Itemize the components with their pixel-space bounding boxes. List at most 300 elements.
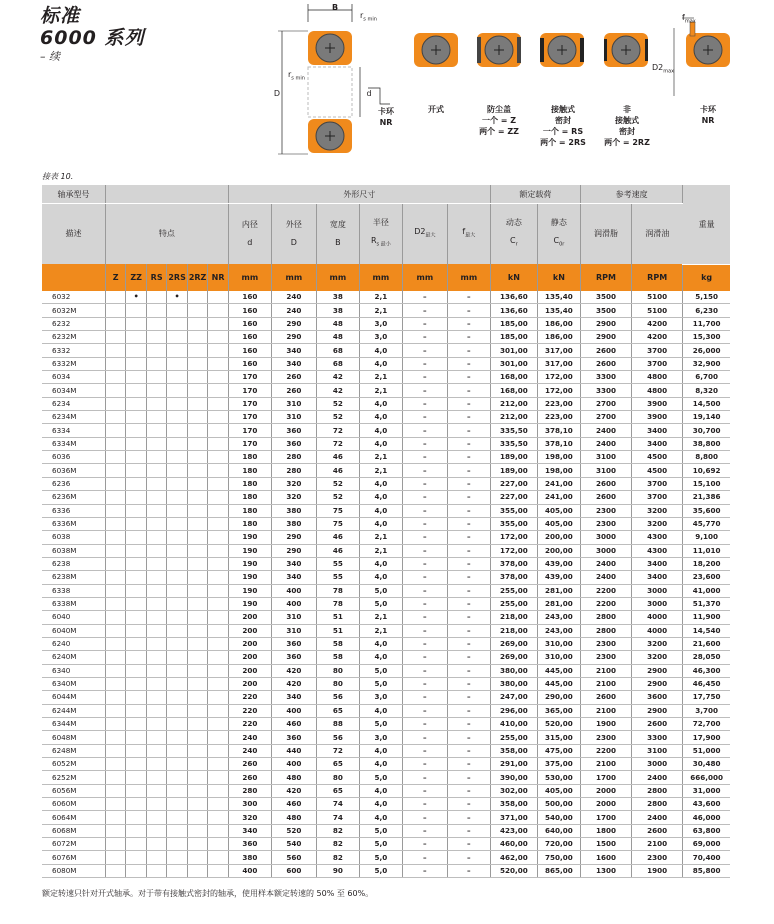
cell-value: 3200 [632,504,683,517]
cell-feature [167,824,187,837]
cell-value: 6,230 [683,304,730,317]
label-r2-sub: s min [291,75,305,82]
cell-feature [187,491,207,504]
variant-label-nr: 卡环 NR [700,105,716,125]
label-r-min-main: r [360,11,364,20]
cell-value: 3900 [632,397,683,410]
cell-value: 360 [271,731,316,744]
cell-value: – [402,451,447,464]
label-r-min-sub: s min [363,16,377,23]
cell-feature [208,397,229,410]
cell-value: 310 [271,411,316,424]
cell-value: – [402,691,447,704]
cell-value: – [447,731,490,744]
variant-label-contact: 接触式 密封 一个 = RS 两个 = 2RS [540,105,586,147]
cell-feature [146,357,166,370]
cell-feature [167,411,187,424]
label-f-main: f [682,13,685,22]
cell-value: – [447,504,490,517]
cell-value: 2,1 [359,611,402,624]
cell-part-no: 6248M [42,744,105,757]
cell-value: 4000 [632,611,683,624]
cell-feature [208,731,229,744]
table-row [42,397,730,410]
label-B: B [331,3,339,12]
cell-value: 440 [271,744,316,757]
cell-value: – [402,704,447,717]
cell-part-no: 6036M [42,464,105,477]
cell-value: – [447,291,490,304]
cell-feature [126,491,146,504]
cell-value: 11,900 [683,611,730,624]
cell-value: 2300 [580,637,631,650]
cell-feature [187,517,207,530]
cell-value: 52 [316,477,359,490]
cell-value: 405,00 [537,504,580,517]
unit-d: mm [228,264,271,291]
unit-f: mm [447,264,490,291]
header-row-2 [42,204,730,265]
cell-value: – [402,838,447,851]
cell-value: 189,00 [490,464,537,477]
cell-value: 2600 [632,718,683,731]
cell-value: 4,0 [359,758,402,771]
cell-value: 4,0 [359,424,402,437]
cell-value: 52 [316,491,359,504]
cell-value: 240 [271,291,316,304]
table-row [42,424,730,437]
table-row [42,784,730,797]
cell-feature [208,571,229,584]
table-row [42,824,730,837]
cell-value: – [402,477,447,490]
cell-value: 3300 [580,384,631,397]
table-row [42,597,730,610]
cell-feature [146,798,166,811]
cell-value: 340 [271,571,316,584]
cell-feature [105,798,125,811]
cell-value: 223,00 [537,411,580,424]
cell-feature [167,838,187,851]
cell-part-no: 6232 [42,317,105,330]
cell-value: – [402,331,447,344]
label-nr-main: 卡环 NR [378,107,394,127]
cell-feature [187,571,207,584]
cell-feature [187,411,207,424]
cell-value: 290 [271,317,316,330]
cell-value: 72 [316,744,359,757]
cell-value: 198,00 [537,464,580,477]
cell-value: 255,00 [490,597,537,610]
cell-value: 160 [228,291,271,304]
cell-value: 4,0 [359,798,402,811]
cell-value: 380 [271,517,316,530]
cell-feature [187,437,207,450]
header-sta-name: 静态 [550,218,567,228]
cell-value: 281,00 [537,584,580,597]
table-row [42,291,730,304]
cell-value: 2800 [632,784,683,797]
cell-feature [105,291,125,304]
cell-feature [105,331,125,344]
cell-value: 400 [271,758,316,771]
cell-feature [126,597,146,610]
table-row [42,491,730,504]
cell-feature [167,651,187,664]
cell-feature [126,651,146,664]
table-row [42,557,730,570]
cell-value: 439,00 [537,557,580,570]
cell-value: 58 [316,637,359,650]
cell-part-no: 6076M [42,851,105,864]
cell-value: 2,1 [359,384,402,397]
cell-feature [105,384,125,397]
cell-part-no: 6344M [42,718,105,731]
table-row [42,691,730,704]
table-row [42,798,730,811]
cell-value: 160 [228,331,271,344]
cell-value: – [402,411,447,424]
cell-value: 41,000 [683,584,730,597]
cell-value: 200 [228,637,271,650]
cell-feature [167,704,187,717]
header-B [316,204,359,265]
cell-value: 56 [316,731,359,744]
cell-value: 198,00 [537,451,580,464]
cell-value: 5100 [632,291,683,304]
cell-value: 260 [271,384,316,397]
cell-value: 2700 [580,411,631,424]
cell-part-no: 6336M [42,517,105,530]
cell-value: 3000 [580,544,631,557]
cell-value: 38 [316,304,359,317]
cell-value: 520,00 [490,864,537,877]
cell-value: 172,00 [537,371,580,384]
cell-feature [126,571,146,584]
header-d2 [402,204,447,265]
cell-value: 2200 [580,597,631,610]
cell-feature [146,424,166,437]
header-r [359,204,402,265]
cell-part-no: 6240M [42,651,105,664]
cell-value: 310 [271,397,316,410]
cell-value: 3100 [580,464,631,477]
cell-value: – [447,477,490,490]
cell-feature [105,437,125,450]
cell-feature [126,437,146,450]
cell-feature [105,651,125,664]
cell-feature [126,864,146,877]
cell-value: 3500 [580,291,631,304]
cell-part-no: 6252M [42,771,105,784]
cell-value: 243,00 [537,624,580,637]
cell-value: 4,0 [359,357,402,370]
cell-value: – [447,811,490,824]
cell-feature [146,304,166,317]
unit-sta: kN [537,264,580,291]
cell-value: – [402,664,447,677]
cell-value: 5,150 [683,291,730,304]
cell-value: 160 [228,344,271,357]
unit-dyn: kN [490,264,537,291]
cell-feature [208,357,229,370]
cell-value: 200,00 [537,531,580,544]
cell-feature [105,424,125,437]
cell-value: 243,00 [537,611,580,624]
cell-feature [187,344,207,357]
cell-value: – [447,317,490,330]
table-row [42,304,730,317]
cell-value: – [447,864,490,877]
cell-feature [146,664,166,677]
header-d-name: 内径 [241,220,258,229]
table-row [42,371,730,384]
cell-value: – [402,784,447,797]
cell-value: 2,1 [359,451,402,464]
cell-feature [146,517,166,530]
cell-feature [167,451,187,464]
table-row [42,611,730,624]
cell-feature [105,718,125,731]
cell-feature [105,677,125,690]
cell-feature [126,397,146,410]
cell-part-no: 6332M [42,357,105,370]
cell-feature [146,758,166,771]
cell-value: 355,00 [490,504,537,517]
cell-feature [126,584,146,597]
cell-value: 2600 [580,344,631,357]
cell-feature [105,704,125,717]
variant-shield [477,33,521,67]
cell-feature [105,597,125,610]
cell-value: 63,800 [683,824,730,837]
cell-value: 2100 [580,704,631,717]
cell-value: 30,480 [683,758,730,771]
cell-value: – [402,824,447,837]
cell-value: 3100 [580,451,631,464]
cell-feature [126,731,146,744]
table-row [42,477,730,490]
cell-feature [105,317,125,330]
cell-value: 3400 [632,424,683,437]
cell-value: 405,00 [537,517,580,530]
cell-feature [187,584,207,597]
cell-value: 2300 [580,504,631,517]
cell-value: 2300 [580,517,631,530]
cell-value: – [447,557,490,570]
cell-value: 445,00 [537,677,580,690]
cell-value: – [402,744,447,757]
cell-value: 4,0 [359,504,402,517]
cell-value: 247,00 [490,691,537,704]
header-D-sym: D [290,238,297,247]
cell-value: 200 [228,611,271,624]
cell-feature [208,384,229,397]
cell-feature [126,838,146,851]
cell-value: 3,0 [359,317,402,330]
cell-feature [126,411,146,424]
cell-value: 46,000 [683,811,730,824]
cell-feature [208,304,229,317]
cell-value: 4,0 [359,784,402,797]
units-row [42,264,730,291]
cell-value: 1700 [580,771,631,784]
cell-value: – [402,291,447,304]
cell-value: 1900 [632,864,683,877]
cell-feature [105,784,125,797]
cell-feature [105,851,125,864]
table-row [42,331,730,344]
cell-value: 46 [316,531,359,544]
cell-value: 2400 [580,424,631,437]
cell-value: 320 [271,491,316,504]
cell-value: 302,00 [490,784,537,797]
cell-feature [187,291,207,304]
header-f-main: f [462,227,466,237]
cell-value: 2400 [580,571,631,584]
cell-value: 380 [271,504,316,517]
cell-feature [208,851,229,864]
cell-feature [146,411,166,424]
cell-feature [126,357,146,370]
table-row [42,677,730,690]
cell-value: 45,770 [683,517,730,530]
table-row [42,571,730,584]
cell-feature [105,517,125,530]
cell-feature [187,504,207,517]
cell-value: 135,40 [537,304,580,317]
cell-value: 4,0 [359,651,402,664]
unit-feat-2rz: 2RZ [187,264,207,291]
cell-value: 56 [316,691,359,704]
cell-value: 2800 [580,624,631,637]
cell-feature [187,464,207,477]
cell-value: – [402,371,447,384]
cell-value: 400 [271,584,316,597]
cell-feature [105,611,125,624]
variant-noncontact-seal [604,33,648,67]
cell-feature [146,597,166,610]
cell-feature [167,477,187,490]
cell-value: 2800 [580,611,631,624]
cell-value: 2100 [580,677,631,690]
cell-value: 291,00 [490,758,537,771]
cell-feature [187,451,207,464]
cell-feature [167,544,187,557]
cell-feature [105,411,125,424]
cell-value: 46,300 [683,664,730,677]
unit-desc [42,264,105,291]
cell-feature [105,464,125,477]
header-dyn [490,204,537,265]
cell-value: 335,50 [490,424,537,437]
cell-value: 1600 [580,851,631,864]
cell-value: 31,000 [683,784,730,797]
cell-value: 14,540 [683,624,730,637]
page-title-line2: 6000 系列 [40,27,145,49]
cell-value: 2400 [632,811,683,824]
cell-value: – [447,451,490,464]
variant-label-shield: 防尘盖 一个 = Z 两个 = ZZ [479,105,519,136]
cell-feature [146,851,166,864]
cell-value: – [402,864,447,877]
cell-feature [105,584,125,597]
cell-feature [105,357,125,370]
cell-value: 2300 [580,651,631,664]
cell-feature [126,771,146,784]
table-row [42,451,730,464]
unit-B: mm [316,264,359,291]
cell-feature [187,544,207,557]
cell-feature [167,744,187,757]
cell-feature [146,371,166,384]
cell-feature [208,718,229,731]
cell-value: – [402,557,447,570]
header-dims: 外形尺寸 [228,185,490,204]
cell-feature [167,798,187,811]
cell-value: 180 [228,464,271,477]
table-row [42,504,730,517]
cell-value: 360 [228,838,271,851]
cell-value: – [402,798,447,811]
cell-feature [167,371,187,384]
cell-value: 18,200 [683,557,730,570]
cell-feature [208,704,229,717]
header-dyn-sub: r [515,241,518,248]
cell-value: 1900 [580,718,631,731]
cell-feature [208,371,229,384]
cell-value: 227,00 [490,491,537,504]
header-f [447,204,490,265]
cell-value: 5,0 [359,771,402,784]
cell-feature [167,811,187,824]
cell-part-no: 6072M [42,838,105,851]
cell-value: 260 [228,758,271,771]
cell-value: 290,00 [537,691,580,704]
cell-value: 317,00 [537,357,580,370]
cell-value: 2000 [580,784,631,797]
cell-value: 4800 [632,371,683,384]
cell-part-no: 6232M [42,331,105,344]
cell-value: 212,00 [490,397,537,410]
cell-value: 4,0 [359,557,402,570]
cell-value: 170 [228,437,271,450]
cell-value: – [447,424,490,437]
footnote: 额定转速只针对开式轴承。对于带有接触式密封的轴承，使用样本额定转速的 50% 至 60%。 [42,889,374,898]
cell-feature [187,371,207,384]
cell-value: 3700 [632,357,683,370]
cell-value: 290 [271,531,316,544]
cell-value: 170 [228,384,271,397]
cell-value: 23,600 [683,571,730,584]
cell-value: 4,0 [359,397,402,410]
cell-value: 72 [316,437,359,450]
cell-value: 3300 [580,371,631,384]
variant-snap-ring [674,18,730,96]
table-row [42,718,730,731]
cell-value: 69,000 [683,838,730,851]
label-D2-sub: max [663,68,675,75]
cell-feature [187,424,207,437]
cell-feature [208,651,229,664]
table-row [42,651,730,664]
cell-value: 6,700 [683,371,730,384]
cell-feature [126,424,146,437]
cell-part-no: 6034M [42,384,105,397]
cell-feature [167,357,187,370]
cell-feature [126,331,146,344]
cell-value: 3700 [632,344,683,357]
